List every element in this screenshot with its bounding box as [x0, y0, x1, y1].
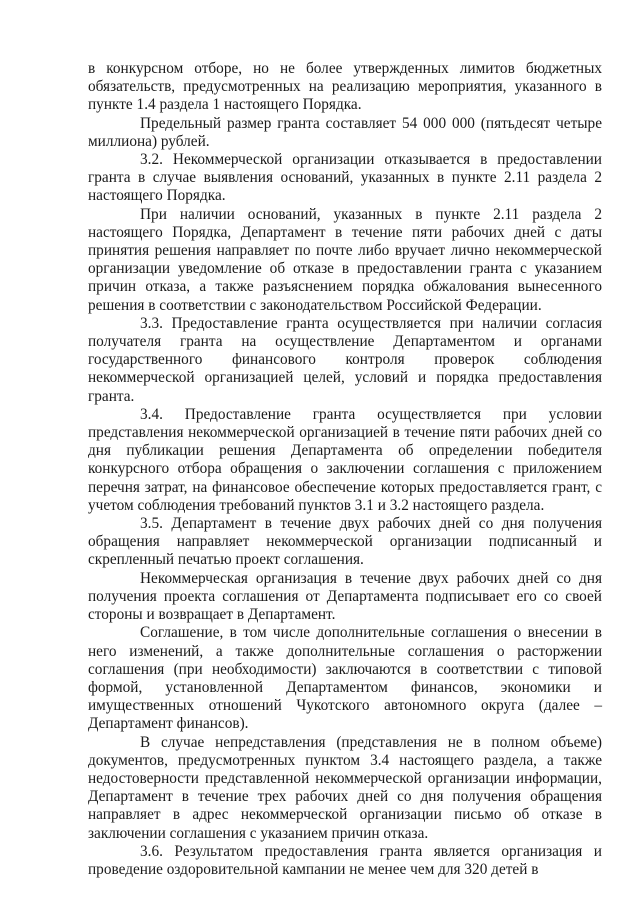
paragraph-3-6: 3.6. Результатом предоставления гранта является организация и проведение оздоровительной кампании не менее чем для 320 детей в — [88, 842, 602, 878]
document-body — [88, 60, 602, 879]
paragraph-3-3: 3.3. Предоставление гранта осуществляется при наличии согласия получателя гранта на осуществление Департаментом и органами государственного финансового контроля проверок соблюдения некоммерческой организацией целей, условий и порядка предоставления гранта. — [88, 314, 602, 405]
paragraph-non-submission: В случае непредставления (представления не в полном объеме) документов, предусмотренных пунктом 3.4 настоящего раздела, а также недостоверности представленной некоммерческой организации информации, Департамент в течение трех рабочих дней со дня получения обращения направляет в адрес некоммерческой организации письмо об отказе в заключении соглашения с указанием причин отказа. — [88, 733, 602, 842]
paragraph-agreement-form: Соглашение, в том числе дополнительные соглашения о внесении в него изменений, а также дополнительные соглашения о расторжении соглашения (при необходимости) заключаются в соответствии с типовой формой, установленной Департаментом финансов, экономики и имущественных отношений Чукотского автономного округа (далее – Департамент финансов). — [88, 624, 602, 733]
paragraph-refusal-notice: При наличии оснований, указанных в пункте 2.11 раздела 2 настоящего Порядка, Департамент в течение пяти рабочих дней с даты принятия решения направляет по почте либо вручает лично некоммерческой организации уведомление об отказе в предоставлении гранта с указанием причин отказа, а также разъяснением порядка обжалования вынесенного решения в соответствии с законодательством Российской Федерации. — [88, 205, 602, 314]
paragraph-3-2: 3.2. Некоммерческой организации отказывается в предоставлении гранта в случае выявления оснований, указанных в пункте 2.11 раздела 2 настоящего Порядка. — [88, 151, 602, 205]
paragraph-3-4: 3.4. Предоставление гранта осуществляется при условии представления некоммерческой организацией в течение пяти рабочих дней со дня публикации решения Департамента об определении победителя конкурсного отбора обращения о заключении соглашения с приложением перечня затрат, на финансовое обеспечение которых предоставляется грант, с учетом соблюдения требований пунктов 3.1 и 3.2 настоящего раздела. — [88, 405, 602, 514]
paragraph-signing: Некоммерческая организация в течение двух рабочих дней со дня получения проекта соглашения от Департамента подписывает его со своей стороны и возвращает в Департамент. — [88, 569, 602, 624]
paragraph-3-5: 3.5. Департамент в течение двух рабочих дней со дня получения обращения направляет некоммерческой организации подписанный и скрепленный печатью проект соглашения. — [88, 515, 602, 569]
paragraph-continuation: в конкурсном отборе, но не более утвержденных лимитов бюджетных обязательств, предусмотренных на реализацию мероприятия, указанного в пункте 1.4 раздела 1 настоящего Порядка. — [88, 60, 602, 114]
paragraph-grant-limit: Предельный размер гранта составляет 54 000 000 (пятьдесят четыре миллиона) рублей. — [88, 114, 602, 150]
